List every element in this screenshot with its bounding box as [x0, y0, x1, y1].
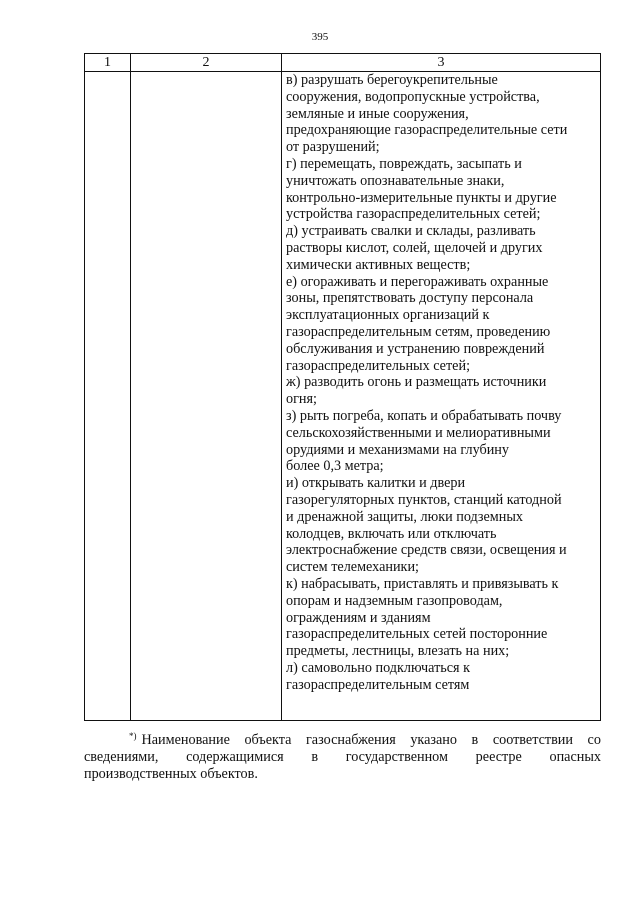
column-3-line: сельскохозяйственными и мелиоративными — [286, 424, 551, 441]
column-3-line: контрольно-измерительные пункты и другие — [286, 189, 557, 206]
column-3-line: уничтожать опознавательные знаки, — [286, 172, 505, 189]
page-number: 395 — [311, 31, 329, 43]
column-3-line: предметы, лестницы, влезать на них; — [286, 643, 510, 660]
column-3-line: опорам и надземным газопроводам, — [286, 592, 503, 609]
column-3-line: и) открывать калитки и двери — [286, 475, 466, 492]
column-3-line: л) самовольно подключаться к — [286, 659, 471, 676]
column-3-line: обслуживания и устранению повреждений — [286, 340, 545, 357]
column-3-line: ж) разводить огонь и размещать источники — [286, 374, 547, 391]
footnote-word: содержащимися — [186, 749, 284, 765]
column-3-line: ограждениям и зданиям — [286, 609, 431, 626]
footnote-word: опасных — [549, 749, 601, 765]
footnote-word: реестре — [475, 749, 522, 765]
column-3-line: орудиями и механизмами на глубину — [286, 441, 509, 458]
column-3-line: колодцев, включать или отключать — [286, 525, 497, 542]
column-3-line: огня; — [286, 391, 317, 408]
column-3-line: газораспределительных сетей посторонние — [286, 626, 548, 643]
column-divider-2 — [281, 54, 282, 720]
footnote-line-3: производственных объектов. — [84, 766, 258, 782]
column-3-line: предохраняющие газораспределительные сети — [286, 122, 568, 139]
column-3-line: и дренажной защиты, люки подземных — [286, 508, 523, 525]
column-3-line: электроснабжение средств связи, освещения и — [286, 542, 567, 559]
column-3-line: з) рыть погреба, копать и обрабатывать почву — [286, 407, 562, 424]
column-3-line: химически активных веществ; — [286, 256, 471, 273]
column-header-3: 3 — [437, 55, 445, 70]
footnote-word: газоснабжения — [305, 732, 396, 748]
footnote-line-1 — [84, 732, 601, 749]
footnote-word: в — [471, 732, 479, 748]
column-3-content — [286, 72, 600, 720]
footnote-word: сведениями, — [84, 749, 159, 765]
column-3-line: газораспределительным сетям, проведению — [286, 323, 551, 340]
column-3-line: эксплуатационных организаций к — [286, 307, 490, 324]
footnote — [84, 732, 601, 783]
column-3-line: сооружения, водопропускные устройства, — [286, 88, 540, 105]
column-3-line: более 0,3 метра; — [286, 458, 384, 475]
footnote-marker: *) — [129, 731, 137, 741]
column-3-line: газораспределительным сетям — [286, 676, 470, 693]
column-3-line: от разрушений; — [286, 139, 380, 156]
footnote-word: Наименование — [141, 732, 230, 748]
document-table — [84, 53, 601, 721]
column-3-line: устройства газораспределительных сетей; — [286, 206, 541, 223]
column-3-line: зоны, препятствовать доступу персонала — [286, 290, 534, 307]
column-3-line: систем телемеханики; — [286, 559, 419, 576]
footnote-word: в — [311, 749, 319, 765]
column-3-line: газораспределительных сетей; — [286, 357, 471, 374]
footnote-word: указано — [410, 732, 457, 748]
column-header-2: 2 — [202, 55, 210, 70]
column-3-line: в) разрушать берегоукрепительные — [286, 72, 498, 88]
column-3-line: земляные и иные сооружения, — [286, 105, 469, 122]
column-3-line: д) устраивать свалки и склады, разливать — [286, 223, 536, 240]
footnote-word: объекта — [244, 732, 292, 748]
column-3-line: газорегуляторных пунктов, станций катодной — [286, 491, 562, 508]
column-3-line: е) огораживать и перегораживать охранные — [286, 273, 549, 290]
column-3-line: к) набрасывать, приставлять и привязывать к — [286, 575, 559, 592]
column-divider-1 — [130, 54, 131, 720]
column-3-line: г) перемещать, повреждать, засыпать и — [286, 155, 522, 172]
column-3-line: растворы кислот, солей, щелочей и других — [286, 239, 543, 256]
footnote-word: со — [587, 732, 601, 748]
footnote-word: соответствии — [492, 732, 573, 748]
footnote-line-2 — [84, 749, 601, 766]
column-header-1: 1 — [104, 55, 111, 70]
footnote-word: государственном — [345, 749, 448, 765]
footnote-word-group — [129, 732, 230, 749]
